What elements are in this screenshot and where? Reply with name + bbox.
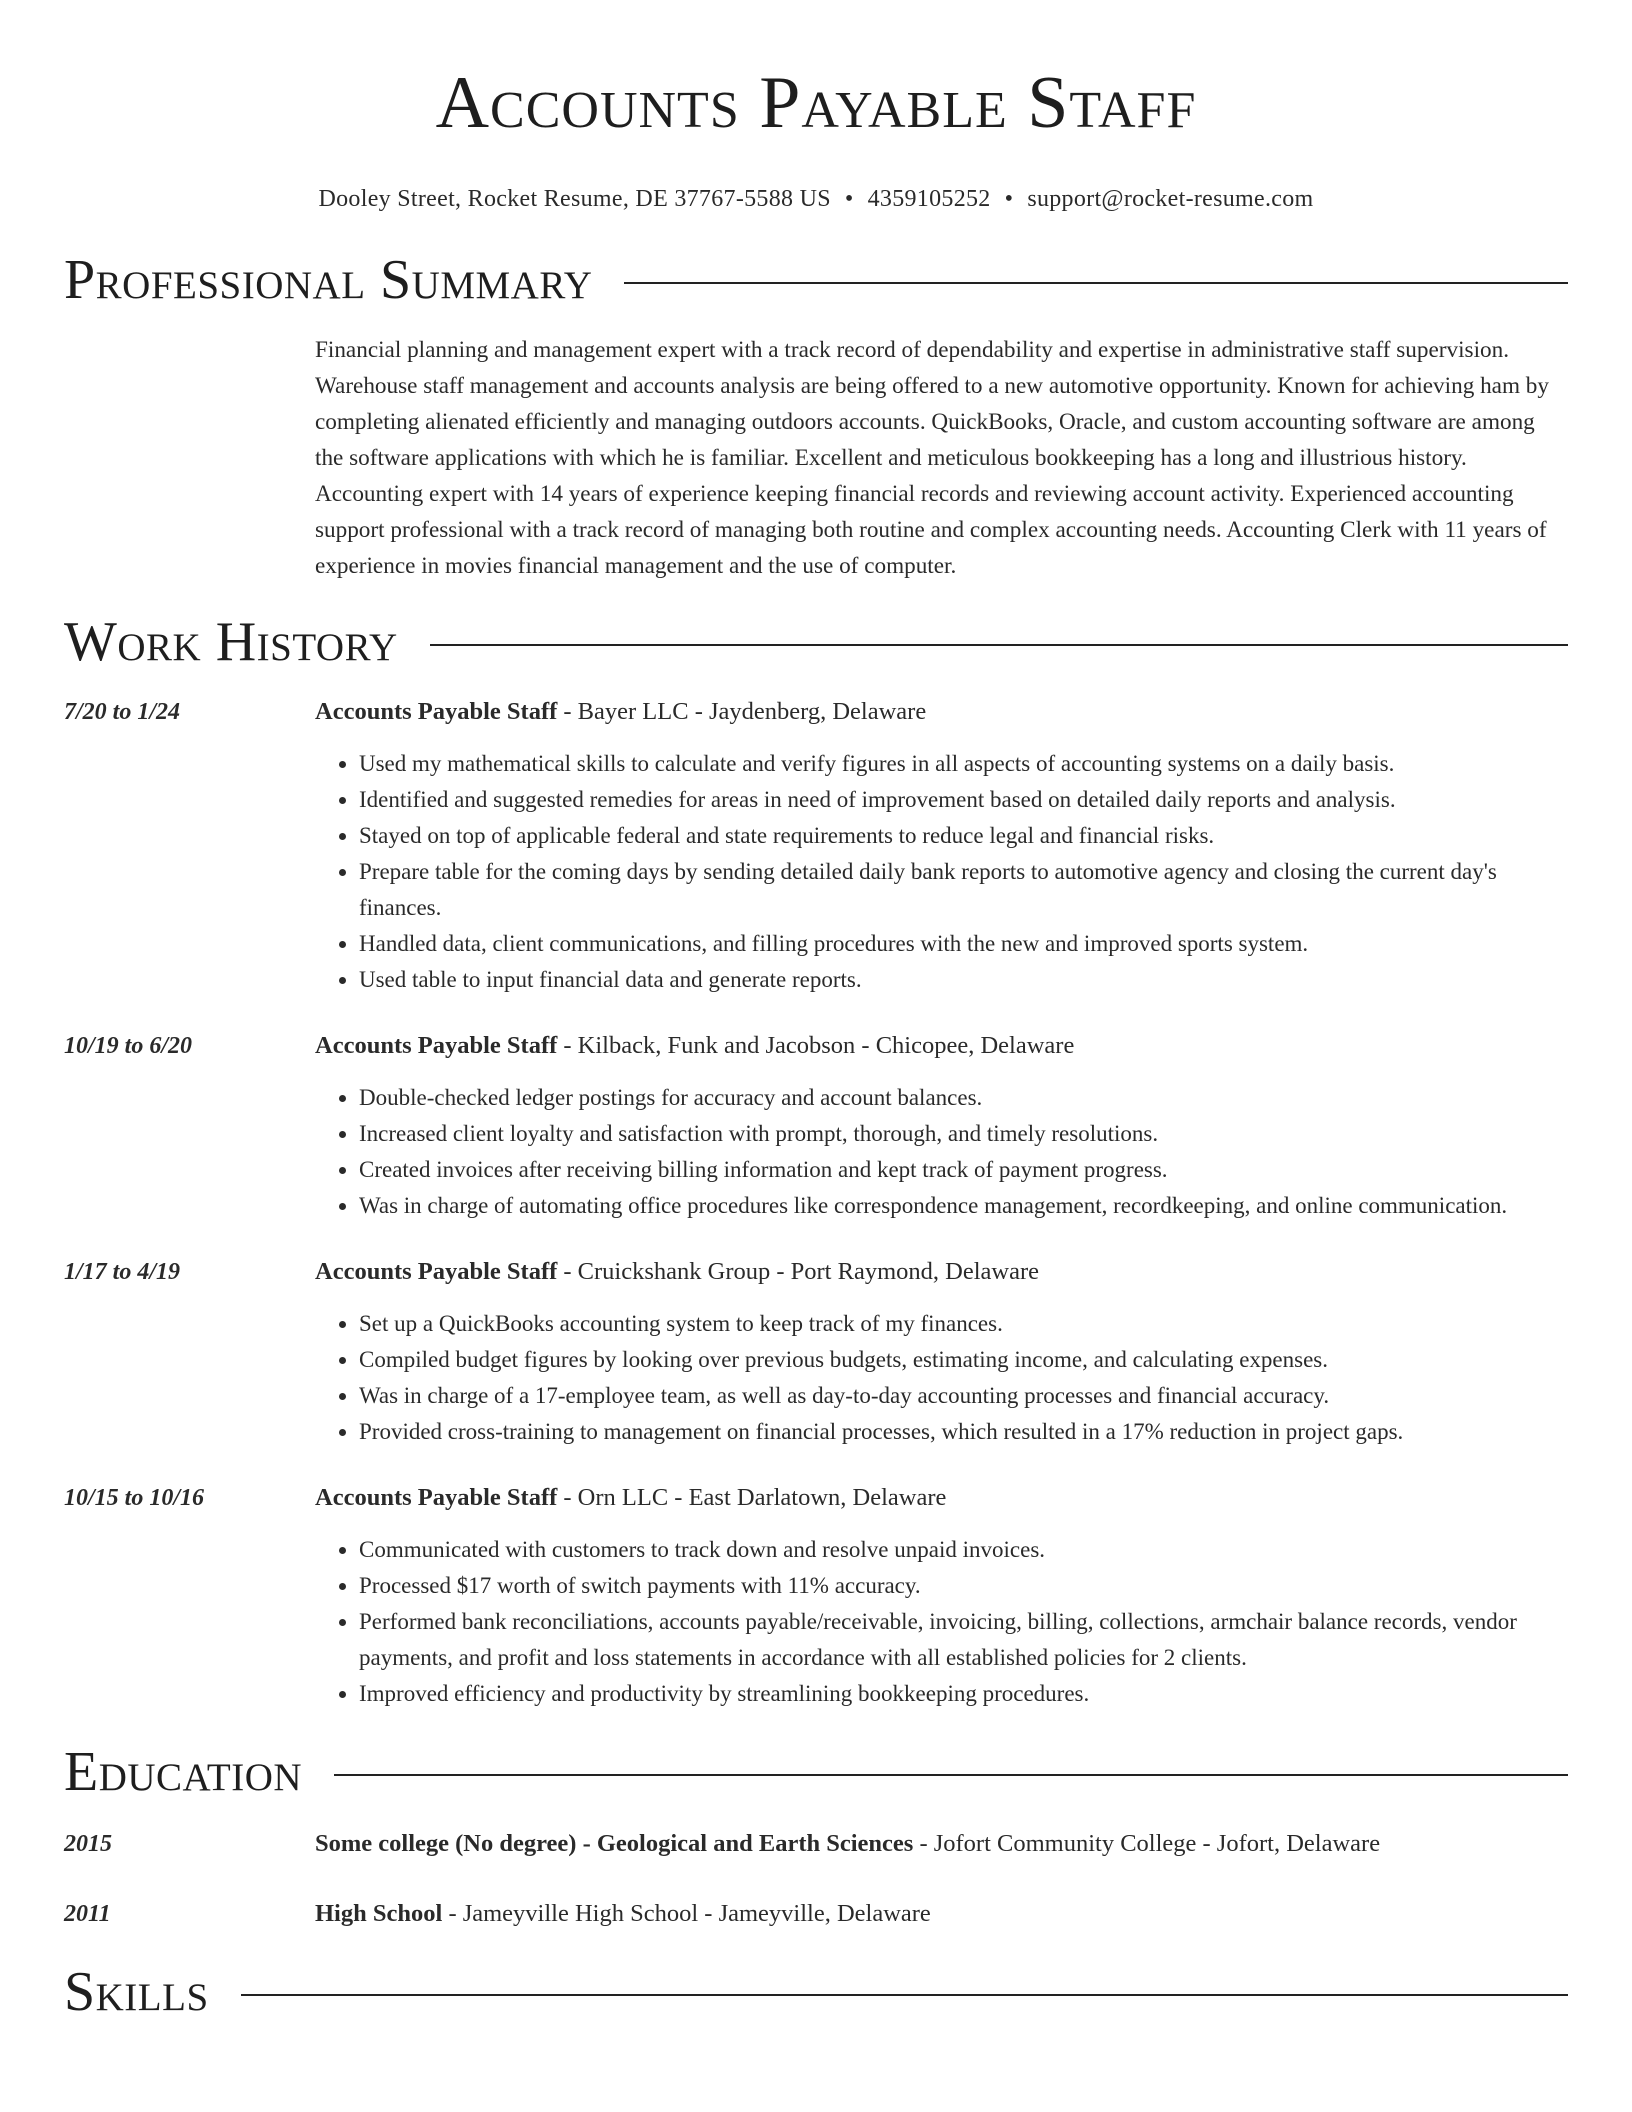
job-title: Accounts Payable Staff xyxy=(315,1258,558,1285)
job-dates: 7/20 to 1/24 xyxy=(64,699,181,725)
section-heading: Education xyxy=(64,1741,303,1803)
candidate-name: Accounts Payable Staff xyxy=(435,62,1197,144)
list-item: • Identified and suggested remedies for areas in need of improvement based on detailed daily reports and analysis. xyxy=(359,782,1568,818)
list-item: • Was in charge of automating office procedures like correspondence management, recordkeeping, and online communication. xyxy=(359,1188,1568,1224)
list-item: • Compiled budget figures by looking over previous budgets, estimating income, and calculating expenses. xyxy=(359,1342,1568,1378)
job-employer: - Kilback, Funk and Jacobson - Chicopee, Delaware xyxy=(557,1032,1075,1059)
education-entry xyxy=(64,1896,1568,1932)
job-bullets xyxy=(315,1080,1568,1224)
job-employer: - Orn LLC - East Darlatown, Delaware xyxy=(557,1484,947,1511)
education-year: 2015 xyxy=(64,1831,112,1857)
list-item: • Was in charge of a 17-employee team, as well as day-to-day accounting processes and financial accuracy. xyxy=(359,1378,1568,1414)
job-title-line xyxy=(315,1028,1568,1064)
job-title-line xyxy=(315,1480,1568,1516)
skills-section-header xyxy=(64,1960,1568,2024)
section-heading: Work History xyxy=(64,611,398,673)
job-title: Accounts Payable Staff xyxy=(315,698,558,725)
contact-separator: • xyxy=(1004,186,1014,212)
list-item: • Double-checked ledger postings for accuracy and account balances. xyxy=(359,1080,1568,1116)
contact-email: support@rocket-resume.com xyxy=(1027,186,1314,212)
education-school: - Jofort Community College - Jofort, Delaware xyxy=(913,1830,1381,1857)
contact-address: Dooley Street, Rocket Resume, DE 37767-5588 US xyxy=(318,186,831,212)
list-item: • Prepare table for the coming days by sending detailed daily bank reports to automotive agency and closing the current day's finances. xyxy=(359,854,1568,926)
list-item: • Stayed on top of applicable federal and state requirements to reduce legal and financial risks. xyxy=(359,818,1568,854)
list-item: • Used my mathematical skills to calculate and verify figures in all aspects of accounting systems on a daily basis. xyxy=(359,746,1568,782)
job-bullets xyxy=(315,746,1568,998)
list-item: • Set up a QuickBooks accounting system to keep track of my finances. xyxy=(359,1306,1568,1342)
summary-section-header xyxy=(64,248,1568,312)
job-employer: - Cruickshank Group - Port Raymond, Delaware xyxy=(557,1258,1039,1285)
list-item: • Performed bank reconciliations, accounts payable/receivable, invoicing, billing, collections, armchair balance records, vendor payments, and profit and loss statements in accordance with all established policies for 2 clients. xyxy=(359,1604,1568,1676)
job-entry xyxy=(64,1028,1568,1224)
education-year: 2011 xyxy=(64,1901,111,1927)
job-dates: 10/15 to 10/16 xyxy=(64,1485,205,1511)
education-degree: High School xyxy=(315,1900,443,1927)
contact-separator: • xyxy=(844,186,854,212)
job-entry xyxy=(64,1480,1568,1712)
education-title-line xyxy=(315,1896,1568,1932)
contact-line xyxy=(64,184,1568,214)
list-item: • Increased client loyalty and satisfaction with prompt, thorough, and timely resolutions. xyxy=(359,1116,1568,1152)
list-item: • Created invoices after receiving billing information and kept track of payment progress. xyxy=(359,1152,1568,1188)
section-divider xyxy=(241,1994,1568,1996)
job-title-line xyxy=(315,1254,1568,1290)
list-item: • Processed $17 worth of switch payments with 11% accuracy. xyxy=(359,1568,1568,1604)
education-school: - Jameyville High School - Jameyville, Delaware xyxy=(442,1900,931,1927)
list-item: • Improved efficiency and productivity by streamlining bookkeeping procedures. xyxy=(359,1676,1568,1712)
work-section-header xyxy=(64,610,1568,674)
job-entry xyxy=(64,694,1568,998)
job-employer: - Bayer LLC - Jaydenberg, Delaware xyxy=(557,698,927,725)
job-dates: 10/19 to 6/20 xyxy=(64,1033,193,1059)
education-section-header xyxy=(64,1740,1568,1804)
section-heading: Professional Summary xyxy=(64,249,593,311)
contact-phone: 4359105252 xyxy=(867,186,991,212)
list-item: • Provided cross-training to management on financial processes, which resulted in a 17% reduction in project gaps. xyxy=(359,1414,1568,1450)
job-title: Accounts Payable Staff xyxy=(315,1032,558,1059)
section-divider xyxy=(334,1774,1568,1776)
section-heading: Skills xyxy=(64,1961,209,2023)
list-item: • Communicated with customers to track down and resolve unpaid invoices. xyxy=(359,1532,1568,1568)
education-degree: Some college (No degree) - Geological and Earth Sciences xyxy=(315,1830,914,1857)
job-title: Accounts Payable Staff xyxy=(315,1484,558,1511)
section-divider xyxy=(624,282,1568,284)
summary-text: Financial planning and management expert with a track record of dependability and expertise in administrative staff supervision. Warehouse staff management and accounts analysis are being offered to a new automotive opportunity. Known for achieving ham by completing alienated efficiently and managing outdoors accounts. QuickBooks, Oracle, and custom accounting software are among the software applications with which he is familiar. Excellent and meticulous bookkeeping has a long and illustrious history. Accounting expert with 14 years of experience keeping financial records and reviewing account activity. Experienced accounting support professional with a track record of managing both routine and complex accounting needs. Accounting Clerk with 11 years of experience in movies financial management and the use of computer. xyxy=(315,337,1549,579)
list-item: • Used table to input financial data and generate reports. xyxy=(359,962,1568,998)
job-entry xyxy=(64,1254,1568,1450)
education-entry xyxy=(64,1826,1568,1862)
job-bullets xyxy=(315,1306,1568,1450)
job-dates: 1/17 to 4/19 xyxy=(64,1259,181,1285)
job-title-line xyxy=(315,694,1568,730)
job-bullets xyxy=(315,1532,1568,1712)
section-divider xyxy=(430,644,1568,646)
list-item: • Handled data, client communications, and filling procedures with the new and improved sports system. xyxy=(359,926,1568,962)
education-title-line xyxy=(315,1826,1568,1862)
